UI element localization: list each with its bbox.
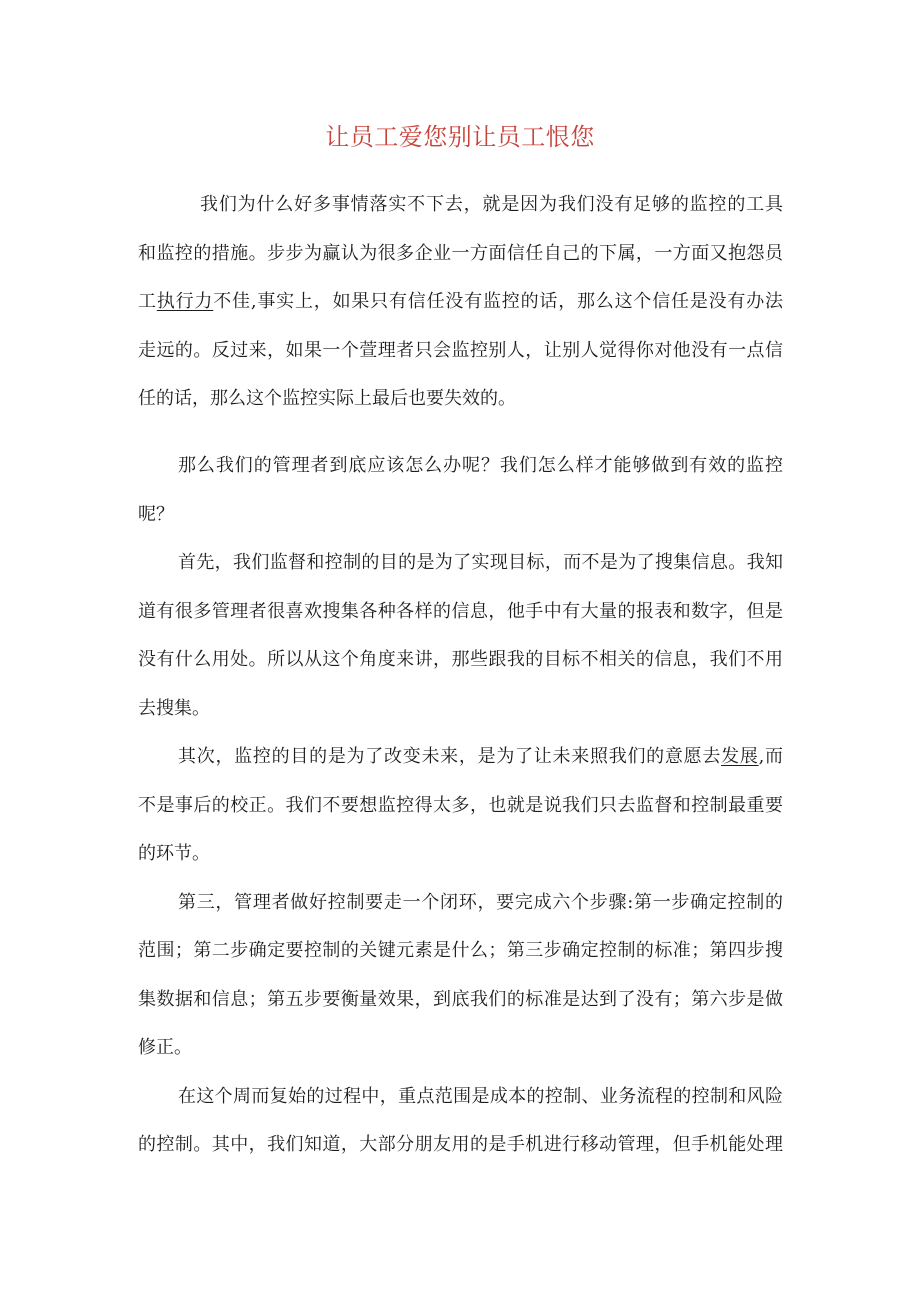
text-line: 首先，我们监督和控制的目的是为了实现目标，而不是为了搜集信息。我知 [178, 552, 783, 573]
text-line: 走远的。反过来，如果一个萱理者只会监控别人，让别人觉得你对他没有一点信 [138, 339, 783, 361]
text-line: 呢？ [138, 503, 174, 525]
text-line: 不是事后的校正。我们不要想监控得太多，也就是说我们只去监督和控制最重要 [138, 794, 783, 816]
text-line: 任的话，那么这个监控实际上最后也要失效的。 [138, 388, 516, 409]
text-line: 那么我们的管理者到底应该怎么办呢？我们怎么样才能够做到有效的监控 [178, 455, 783, 476]
text-segment: ,而 [758, 746, 783, 767]
text-line: 修正。 [138, 1037, 192, 1058]
text-line: 第三，管理者做好控制要走一个闭环，要完成六个步骤:第一步确定控制的 [178, 891, 783, 913]
text-line: 范围；第二步确定要控制的关键元素是什么；第三步确定控制的标准；第四步搜 [138, 940, 783, 961]
text-segment: 不佳,事实上，如果只有信任没有监控的话，那么这个信任是没有办法 [213, 291, 783, 312]
text-line: 去搜集。 [138, 697, 210, 719]
text-line: 在这个周而复始的过程中，重点范围是成本的控制、业务流程的控制和风险 [178, 1085, 783, 1107]
underlined-term: 发展 [721, 746, 759, 767]
text-line [138, 733, 783, 782]
text-line: 的控制。其中，我们知道，大部分朋友用的是手机进行移动管理，但手机能处理 [138, 1134, 783, 1155]
text-line: 集数据和信息；第五步要衡量效果，到底我们的标准是达到了没有；第六步是做 [138, 988, 783, 1010]
document-title: 让员工爱您别让员工恨您 [325, 123, 595, 151]
text-line: 道有很多管理者很喜欢搜集各种各样的信息，他手中有大量的报表和数字，但是 [138, 600, 783, 622]
text-segment: 工 [138, 291, 157, 312]
paragraph [138, 879, 783, 1073]
paragraph [138, 1073, 783, 1170]
text-line: 的环节。 [138, 843, 210, 864]
paragraph [138, 181, 783, 424]
document-body [138, 181, 783, 1170]
text-line: 和监控的措施。步步为赢认为很多企业一方面信任自己的下属，一方面又抱怨员 [138, 242, 783, 264]
paragraph [138, 539, 783, 733]
paragraph [138, 733, 783, 879]
text-segment: 其次，监控的目的是为了改变未来，是为了让未来照我们的意愿去 [178, 746, 722, 767]
text-line: 没有什么用处。所以从这个角度来讲，那些跟我的目标不相关的信息，我们不用 [138, 649, 783, 670]
text-line [138, 278, 783, 327]
text-line: 我们为什么好多事情落实不下去，就是因为我们没有足够的监控的工具 [200, 194, 783, 215]
underlined-term: 执行力 [156, 291, 214, 312]
paragraph [138, 442, 783, 539]
